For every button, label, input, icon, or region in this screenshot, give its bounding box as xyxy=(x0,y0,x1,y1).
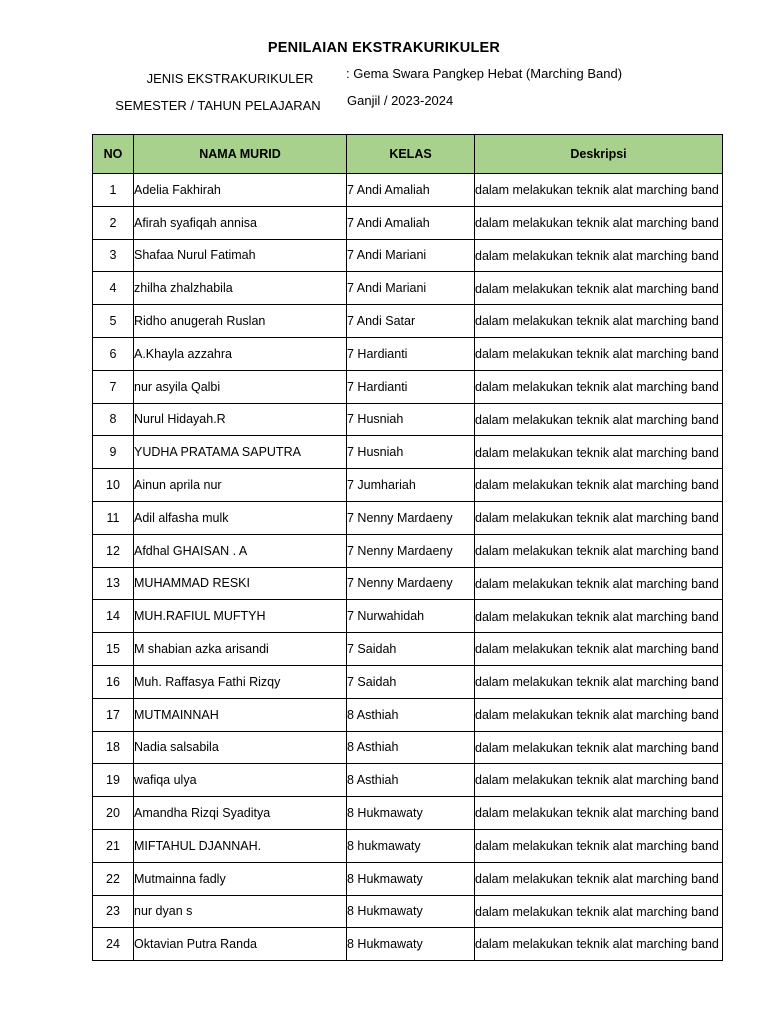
cell-deskripsi xyxy=(475,764,723,797)
cell-no: 24 xyxy=(93,928,134,961)
cell-kelas: 8 Hukmawaty xyxy=(347,928,475,961)
cell-kelas: 7 Saidah xyxy=(347,633,475,666)
cell-kelas: 7 Hardianti xyxy=(347,337,475,370)
cell-kelas: 7 Jumhariah xyxy=(347,469,475,502)
cell-kelas: 7 Andi Satar xyxy=(347,305,475,338)
table-row xyxy=(93,272,723,305)
deskripsi-text: dalam melakukan teknik alat marching band xyxy=(475,478,719,493)
deskripsi-text: dalam melakukan teknik alat marching band xyxy=(475,773,719,788)
deskripsi-text: dalam melakukan teknik alat marching band xyxy=(475,314,719,329)
cell-kelas: 8 Hukmawaty xyxy=(347,895,475,928)
jenis-ekstrakurikuler-label: JENIS EKSTRAKURIKULER xyxy=(146,71,314,86)
deskripsi-text: dalam melakukan teknik alat marching band xyxy=(475,248,719,263)
cell-deskripsi xyxy=(475,829,723,862)
table-header-row xyxy=(93,135,723,174)
cell-no: 17 xyxy=(93,698,134,731)
cell-nama-murid: Adelia Fakhirah xyxy=(134,174,347,207)
table-row xyxy=(93,206,723,239)
cell-no: 10 xyxy=(93,469,134,502)
cell-nama-murid: MIFTAHUL DJANNAH. xyxy=(134,829,347,862)
cell-no: 21 xyxy=(93,829,134,862)
deskripsi-text: dalam melakukan teknik alat marching band xyxy=(475,347,719,362)
cell-no: 14 xyxy=(93,600,134,633)
deskripsi-text: dalam melakukan teknik alat marching band xyxy=(475,543,719,558)
deskripsi-text: dalam melakukan teknik alat marching band xyxy=(475,576,719,591)
cell-no: 15 xyxy=(93,633,134,666)
cell-no: 5 xyxy=(93,305,134,338)
cell-nama-murid: Shafaa Nurul Fatimah xyxy=(134,239,347,272)
cell-nama-murid: wafiqa ulya xyxy=(134,764,347,797)
table-row xyxy=(93,403,723,436)
cell-nama-murid: M shabian azka arisandi xyxy=(134,633,347,666)
table-row xyxy=(93,469,723,502)
cell-deskripsi xyxy=(475,305,723,338)
cell-nama-murid: nur dyan s xyxy=(134,895,347,928)
table-row xyxy=(93,239,723,272)
deskripsi-text: dalam melakukan teknik alat marching band xyxy=(475,675,719,690)
cell-kelas: 8 hukmawaty xyxy=(347,829,475,862)
cell-kelas: 7 Nurwahidah xyxy=(347,600,475,633)
table-row xyxy=(93,337,723,370)
cell-nama-murid: Ainun aprila nur xyxy=(134,469,347,502)
cell-deskripsi xyxy=(475,633,723,666)
table-row xyxy=(93,305,723,338)
cell-nama-murid: Ridho anugerah Ruslan xyxy=(134,305,347,338)
table-row xyxy=(93,436,723,469)
table-row xyxy=(93,174,723,207)
cell-no: 1 xyxy=(93,174,134,207)
cell-nama-murid: MUTMAINNAH xyxy=(134,698,347,731)
cell-nama-murid: MUHAMMAD RESKI xyxy=(134,567,347,600)
semester-tahun-value: Ganjil / 2023-2024 xyxy=(347,93,454,108)
jenis-ekstrakurikuler-value: : Gema Swara Pangkep Hebat (Marching Band) xyxy=(346,66,623,81)
cell-kelas: 8 Hukmawaty xyxy=(347,797,475,830)
cell-deskripsi xyxy=(475,370,723,403)
cell-deskripsi xyxy=(475,928,723,961)
cell-kelas: 7 Andi Mariani xyxy=(347,272,475,305)
cell-deskripsi xyxy=(475,862,723,895)
cell-kelas: 7 Nenny Mardaeny xyxy=(347,501,475,534)
table-row xyxy=(93,895,723,928)
cell-nama-murid: Afirah syafiqah annisa xyxy=(134,206,347,239)
cell-deskripsi xyxy=(475,469,723,502)
cell-nama-murid: MUH.RAFIUL MUFTYH xyxy=(134,600,347,633)
deskripsi-text: dalam melakukan teknik alat marching band xyxy=(475,445,719,460)
cell-nama-murid: A.Khayla azzahra xyxy=(134,337,347,370)
cell-nama-murid: zhilha zhalzhabila xyxy=(134,272,347,305)
cell-kelas: 7 Nenny Mardaeny xyxy=(347,567,475,600)
cell-kelas: 7 Husniah xyxy=(347,436,475,469)
cell-deskripsi xyxy=(475,731,723,764)
cell-no: 23 xyxy=(93,895,134,928)
cell-kelas: 7 Nenny Mardaeny xyxy=(347,534,475,567)
cell-deskripsi xyxy=(475,403,723,436)
deskripsi-text: dalam melakukan teknik alat marching band xyxy=(475,937,719,952)
cell-deskripsi xyxy=(475,239,723,272)
cell-no: 12 xyxy=(93,534,134,567)
cell-no: 18 xyxy=(93,731,134,764)
table-row xyxy=(93,370,723,403)
cell-deskripsi xyxy=(475,698,723,731)
column-header-deskripsi: Deskripsi xyxy=(475,135,723,174)
cell-nama-murid: Muh. Raffasya Fathi Rizqy xyxy=(134,665,347,698)
cell-deskripsi xyxy=(475,337,723,370)
cell-deskripsi xyxy=(475,534,723,567)
cell-kelas: 8 Asthiah xyxy=(347,764,475,797)
deskripsi-text: dalam melakukan teknik alat marching band xyxy=(475,740,719,755)
table-row xyxy=(93,567,723,600)
deskripsi-text: dalam melakukan teknik alat marching band xyxy=(475,839,719,854)
cell-no: 7 xyxy=(93,370,134,403)
cell-deskripsi xyxy=(475,600,723,633)
page-title: PENILAIAN EKSTRAKURIKULER xyxy=(267,40,501,56)
cell-kelas: 7 Andi Amaliah xyxy=(347,206,475,239)
cell-nama-murid: Mutmainna fadly xyxy=(134,862,347,895)
cell-kelas: 7 Hardianti xyxy=(347,370,475,403)
cell-nama-murid: Oktavian Putra Randa xyxy=(134,928,347,961)
cell-kelas: 8 Asthiah xyxy=(347,731,475,764)
cell-nama-murid: nur asyila Qalbi xyxy=(134,370,347,403)
cell-nama-murid: Afdhal GHAISAN . A xyxy=(134,534,347,567)
cell-deskripsi xyxy=(475,436,723,469)
cell-nama-murid: Adil alfasha mulk xyxy=(134,501,347,534)
deskripsi-text: dalam melakukan teknik alat marching band xyxy=(475,806,719,821)
table-row xyxy=(93,501,723,534)
deskripsi-text: dalam melakukan teknik alat marching band xyxy=(475,412,719,427)
deskripsi-text: dalam melakukan teknik alat marching band xyxy=(475,904,719,919)
cell-no: 3 xyxy=(93,239,134,272)
cell-no: 13 xyxy=(93,567,134,600)
cell-kelas: 7 Andi Amaliah xyxy=(347,174,475,207)
deskripsi-text: dalam melakukan teknik alat marching band xyxy=(475,707,719,722)
cell-kelas: 7 Andi Mariani xyxy=(347,239,475,272)
cell-no: 22 xyxy=(93,862,134,895)
cell-no: 19 xyxy=(93,764,134,797)
table-row xyxy=(93,633,723,666)
cell-nama-murid: Amandha Rizqi Syaditya xyxy=(134,797,347,830)
cell-no: 11 xyxy=(93,501,134,534)
cell-no: 4 xyxy=(93,272,134,305)
deskripsi-text: dalam melakukan teknik alat marching band xyxy=(475,379,719,394)
deskripsi-text: dalam melakukan teknik alat marching band xyxy=(475,511,719,526)
deskripsi-text: dalam melakukan teknik alat marching band xyxy=(475,281,719,296)
cell-deskripsi xyxy=(475,895,723,928)
cell-no: 16 xyxy=(93,665,134,698)
table-row xyxy=(93,600,723,633)
table-row xyxy=(93,764,723,797)
table-row xyxy=(93,862,723,895)
column-header-nama-murid: NAMA MURID xyxy=(134,135,347,174)
grades-table xyxy=(92,134,723,961)
cell-nama-murid: Nadia salsabila xyxy=(134,731,347,764)
table-row xyxy=(93,731,723,764)
table-row xyxy=(93,698,723,731)
table-row xyxy=(93,665,723,698)
cell-deskripsi xyxy=(475,797,723,830)
deskripsi-text: dalam melakukan teknik alat marching band xyxy=(475,183,719,198)
cell-kelas: 8 Asthiah xyxy=(347,698,475,731)
table-row xyxy=(93,928,723,961)
table-row xyxy=(93,829,723,862)
cell-deskripsi xyxy=(475,272,723,305)
deskripsi-text: dalam melakukan teknik alat marching band xyxy=(475,642,719,657)
semester-tahun-label: SEMESTER / TAHUN PELAJARAN xyxy=(115,98,321,113)
column-header-kelas: KELAS xyxy=(347,135,475,174)
table-row xyxy=(93,534,723,567)
table-row xyxy=(93,797,723,830)
cell-deskripsi xyxy=(475,665,723,698)
cell-no: 20 xyxy=(93,797,134,830)
cell-no: 6 xyxy=(93,337,134,370)
cell-kelas: 7 Husniah xyxy=(347,403,475,436)
cell-nama-murid: Nurul Hidayah.R xyxy=(134,403,347,436)
column-header-no: NO xyxy=(93,135,134,174)
table-body xyxy=(93,174,723,961)
cell-no: 9 xyxy=(93,436,134,469)
cell-nama-murid: YUDHA PRATAMA SAPUTRA xyxy=(134,436,347,469)
cell-deskripsi xyxy=(475,206,723,239)
cell-kelas: 8 Hukmawaty xyxy=(347,862,475,895)
cell-no: 8 xyxy=(93,403,134,436)
cell-deskripsi xyxy=(475,567,723,600)
deskripsi-text: dalam melakukan teknik alat marching band xyxy=(475,871,719,886)
deskripsi-text: dalam melakukan teknik alat marching band xyxy=(475,609,719,624)
cell-no: 2 xyxy=(93,206,134,239)
cell-kelas: 7 Saidah xyxy=(347,665,475,698)
deskripsi-text: dalam melakukan teknik alat marching band xyxy=(475,215,719,230)
cell-deskripsi xyxy=(475,501,723,534)
cell-deskripsi xyxy=(475,174,723,207)
